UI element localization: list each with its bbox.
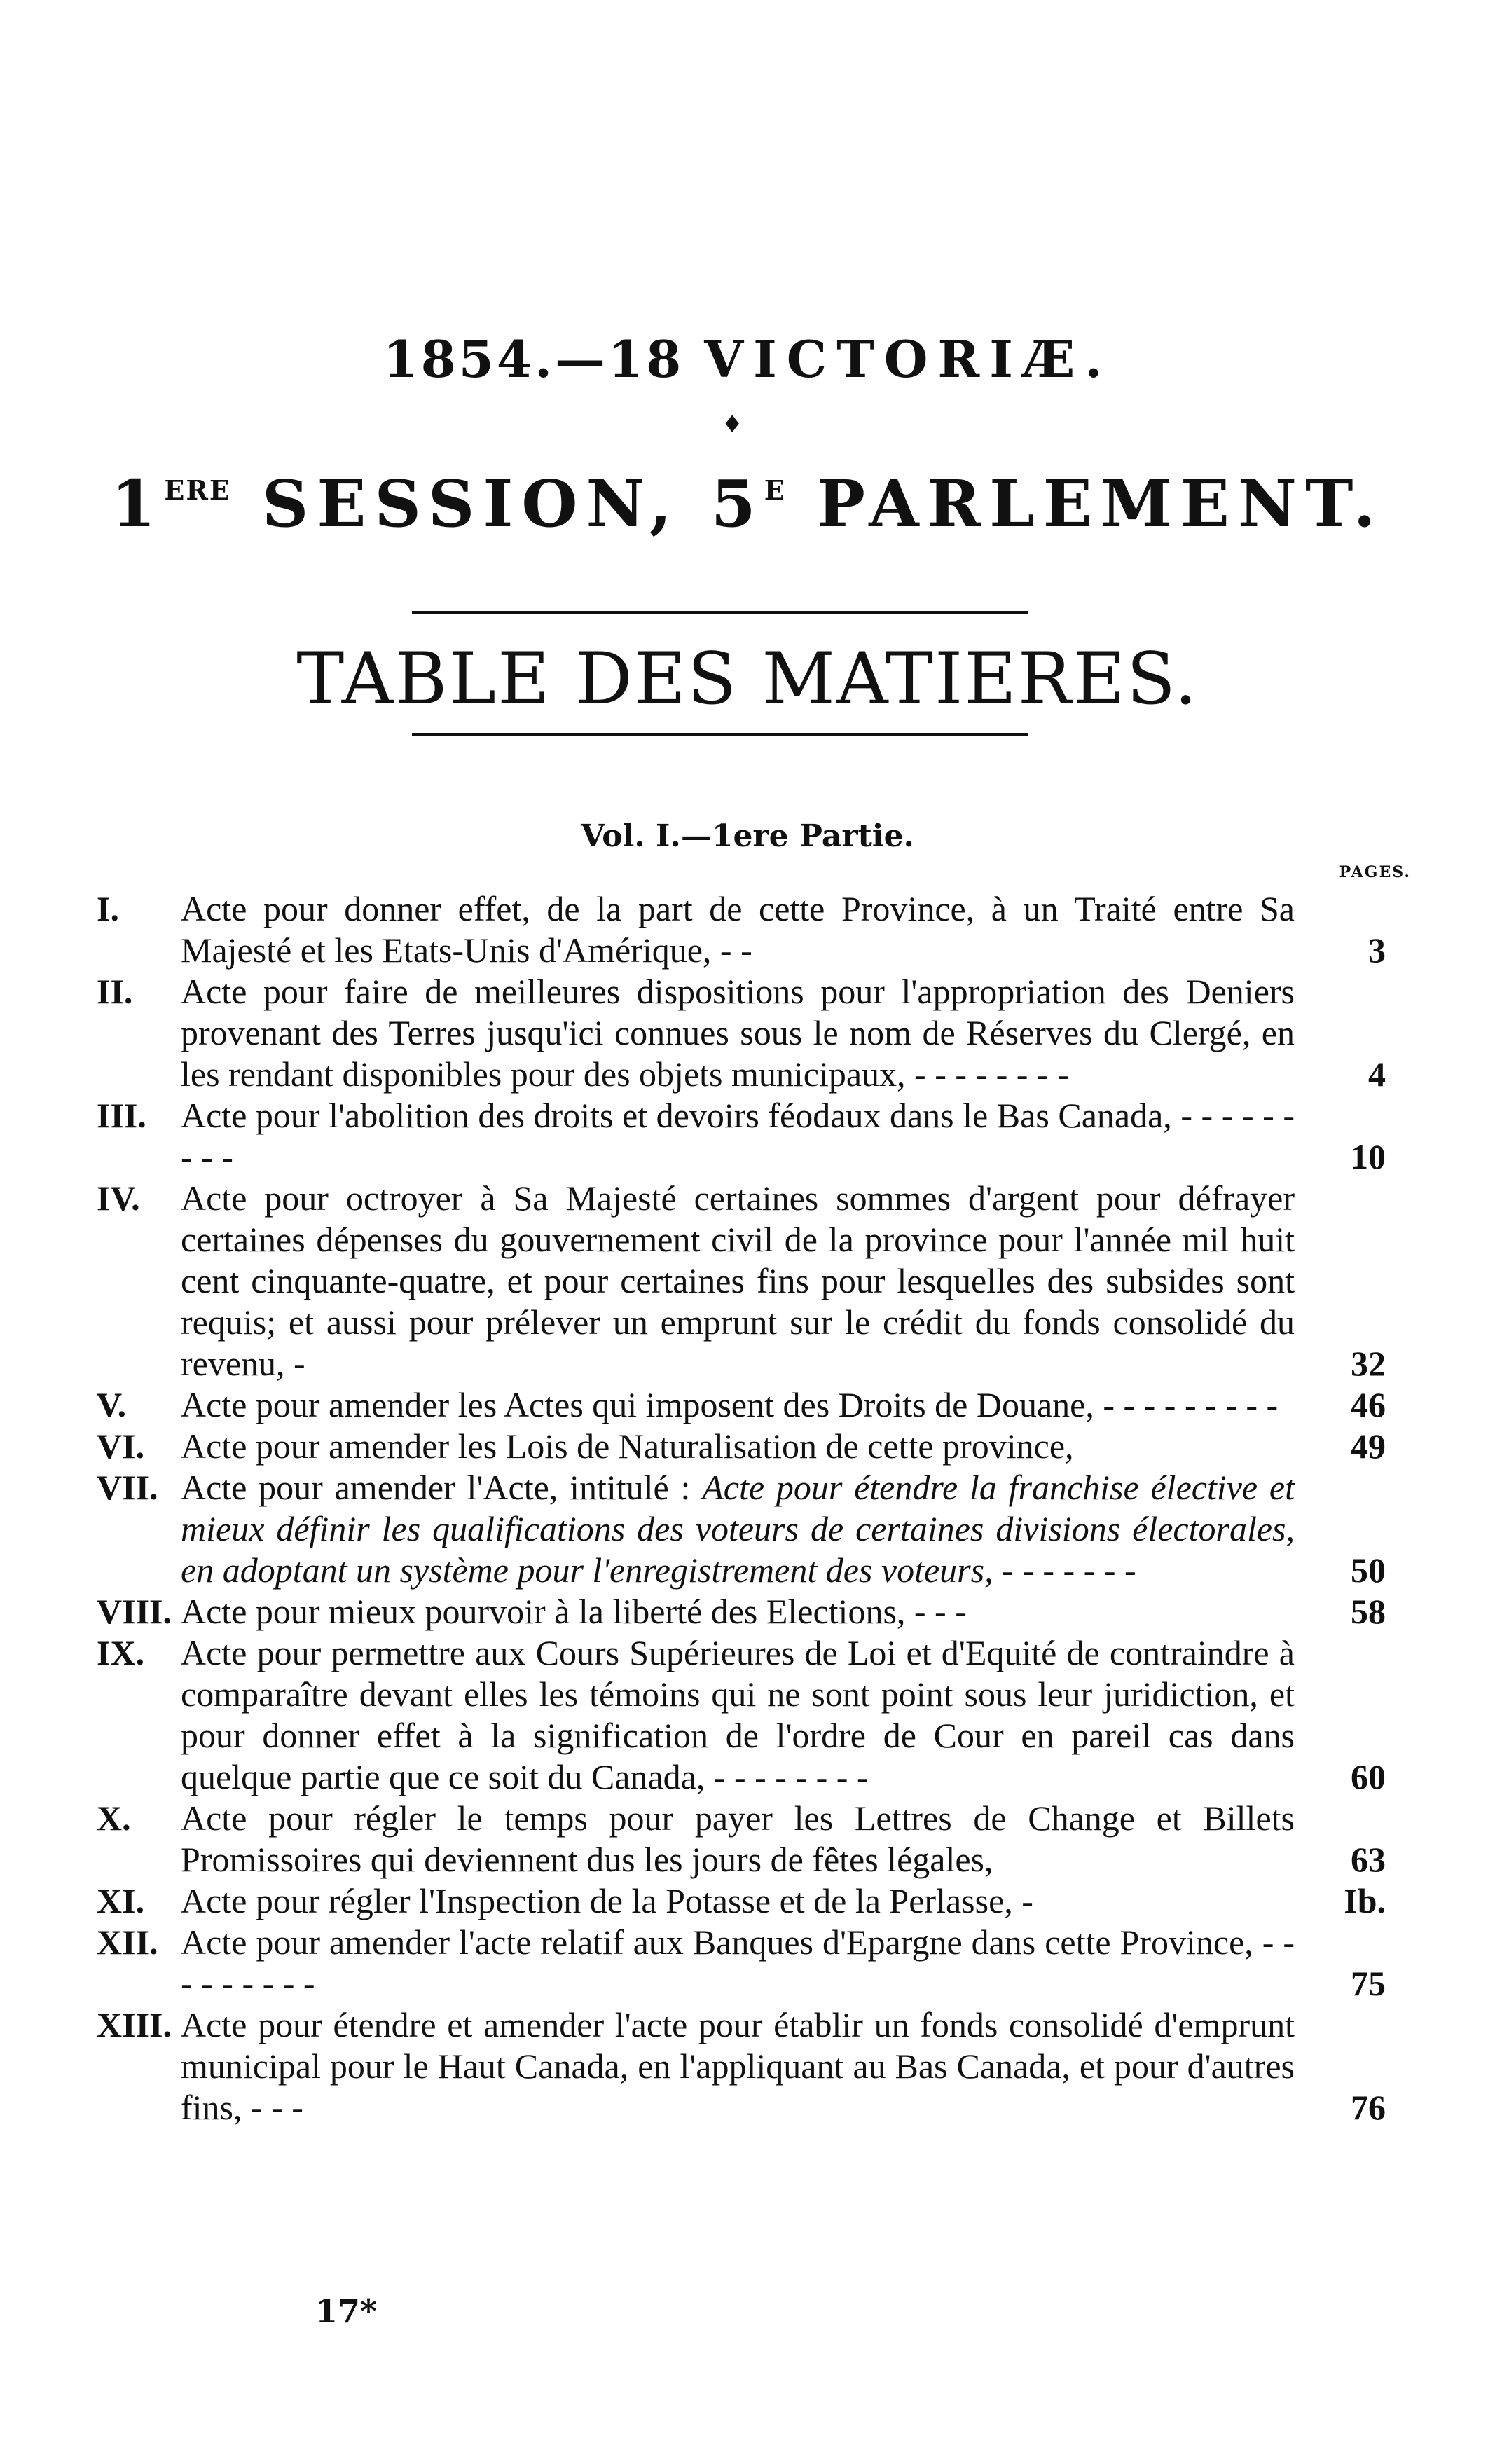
entry-page: 76 xyxy=(1351,2088,1386,2127)
toc-entry-ii xyxy=(97,971,1386,1095)
session-number: 1 xyxy=(111,466,165,542)
toc-entry-v xyxy=(97,1384,1386,1426)
toc-entry-iii xyxy=(97,1095,1386,1178)
leader-dashes: - - - - - - - - - xyxy=(181,1096,1295,1176)
entry-page: 46 xyxy=(1351,1385,1386,1424)
entry-page: 3 xyxy=(1368,930,1386,970)
session-heading xyxy=(0,466,1495,542)
entry-italic-title: Acte pour étendre la franchise élective et mieux définir les qualifications des voteurs de certaines divisions électorales, en adoptant un système pour l'enregistrement des voteurs, xyxy=(181,1468,1295,1590)
entry-page: 63 xyxy=(1351,1840,1386,1879)
leader-dashes: - - - - - - - - xyxy=(705,1757,869,1796)
toc-entry-xiii xyxy=(97,2004,1386,2128)
entry-number: XII. xyxy=(97,1922,158,1962)
toc-entry-ix xyxy=(97,1632,1386,1798)
entry-text: Acte pour amender l'acte relatif aux Banques d'Epargne dans cette Province, xyxy=(181,1922,1253,1962)
page-title: TABLE DES MATIERES. xyxy=(296,638,1199,721)
toc-entry-vii xyxy=(97,1467,1386,1591)
leader-dashes: - xyxy=(1012,1881,1033,1920)
toc-entry-vi xyxy=(97,1426,1386,1467)
toc-entry-i xyxy=(97,888,1386,971)
entry-number: V. xyxy=(97,1385,127,1424)
leader-dashes: - - - - - - - - xyxy=(905,1054,1069,1094)
entry-number: VI. xyxy=(97,1426,145,1466)
entry-text: Acte pour octroyer à Sa Majesté certaines sommes d'argent pour défrayer certaines dépenses du gouvernement civil de la province pour l'année mil huit cent cinquante-quatre, et pour certaines fins pour lesquelles des subsides sont requis; et aussi pour prélever un emprunt sur le crédit du fonds consolidé du revenu, xyxy=(181,1178,1295,1383)
title-rule-top xyxy=(412,611,1028,614)
entry-text: Acte pour faire de meilleures dispositions pour l'appropriation des Deniers provenant des Terres jusqu'ici connues sous le nom de Réserves du Clergé, en les rendant disponibles pour des objets municipaux, xyxy=(181,972,1295,1094)
reign-heading xyxy=(0,329,1495,389)
entry-text: Acte pour l'abolition des droits et devoirs féodaux dans le Bas Canada, xyxy=(181,1096,1172,1135)
entry-page: 60 xyxy=(1351,1757,1386,1796)
toc-entry-viii xyxy=(97,1591,1386,1632)
entry-page: Ib. xyxy=(1344,1881,1386,1920)
entry-text: Acte pour étendre et amender l'acte pour établir un fonds consolidé d'emprunt municipal pour le Haut Canada, en l'appliquant au Bas Canada, et pour d'autres fins, xyxy=(181,2005,1295,2127)
parliament-word: PARLEMENT. xyxy=(785,466,1384,542)
leader-dashes: - - - - - - - - - xyxy=(181,1922,1295,2003)
entry-number: XIII. xyxy=(97,2005,172,2044)
entry-text: Acte pour régler l'Inspection de la Potasse et de la Perlasse, xyxy=(181,1881,1013,1920)
session-superscript: ERE xyxy=(164,474,231,506)
pages-column-label: PAGES. xyxy=(1339,863,1411,881)
entry-text: Acte pour régler le temps pour payer les Lettres de Change et Billets Promissoires qui deviennent dus les jours de fêtes légales, xyxy=(181,1798,1295,1879)
entry-number: IX. xyxy=(97,1633,145,1672)
toc-entry-xi xyxy=(97,1880,1386,1922)
toc-entry-x xyxy=(97,1798,1386,1880)
entry-text: Acte pour amender l'Acte, intitulé : xyxy=(181,1468,703,1507)
entry-number: I. xyxy=(97,889,119,928)
leader-dashes: - - - xyxy=(242,2088,303,2127)
parliament-superscript: E xyxy=(764,474,786,506)
leader-dashes: - - - xyxy=(905,1592,967,1631)
entry-number: IV. xyxy=(97,1178,140,1218)
entry-number: VIII. xyxy=(97,1592,172,1631)
entry-text: Acte pour mieux pourvoir à la liberté des Elections, xyxy=(181,1592,906,1631)
entry-page: 10 xyxy=(1351,1137,1386,1176)
volume-heading: Vol. I.—1ere Partie. xyxy=(581,818,914,854)
toc-entry-iv xyxy=(97,1178,1386,1384)
entry-text: Acte pour permettre aux Cours Supérieures de Loi et d'Equité de contraindre à comparaître devant elles les témoins qui ne sont point sous leur juridiction, et pour donner effet à la signification de l'ordre de Cour en pareil cas dans quelque partie que ce soit du Canada, xyxy=(181,1633,1295,1796)
entry-text: Acte pour amender les Lois de Naturalisation de cette province, xyxy=(181,1426,1074,1466)
entry-page: 58 xyxy=(1351,1592,1386,1631)
entry-number: VII. xyxy=(97,1468,158,1507)
ornament-icon: ♦ xyxy=(722,411,743,439)
entry-number: X. xyxy=(97,1798,131,1838)
entry-page: 32 xyxy=(1351,1344,1386,1383)
leader-dashes: - xyxy=(284,1344,305,1383)
leader-dashes: - - - - - - - xyxy=(993,1550,1136,1590)
title-rule-bottom xyxy=(412,733,1028,736)
session-word: SESSION, 5 xyxy=(230,466,764,542)
entry-text: Acte pour amender les Actes qui imposent des Droits de Douane, xyxy=(181,1385,1094,1424)
toc-entry-xii xyxy=(97,1922,1386,2004)
entry-page: 50 xyxy=(1351,1550,1386,1590)
reign-year: 1854.—18 xyxy=(383,329,705,389)
table-of-contents xyxy=(97,888,1386,2128)
entry-page: 4 xyxy=(1368,1054,1386,1094)
entry-page: 49 xyxy=(1351,1426,1386,1466)
signature-mark: 17* xyxy=(315,2292,378,2330)
leader-dashes: - - xyxy=(711,930,752,970)
entry-page: 75 xyxy=(1351,1964,1386,2003)
entry-text: Acte pour donner effet, de la part de cette Province, à un Traité entre Sa Majesté et les Etats-Unis d'Amérique, xyxy=(181,889,1295,970)
entry-number: II. xyxy=(97,972,133,1011)
leader-dashes: - - - - - - - - - xyxy=(1094,1385,1279,1424)
reign-name: VICTORIÆ. xyxy=(704,329,1112,389)
entry-number: XI. xyxy=(97,1881,145,1920)
entry-number: III. xyxy=(97,1096,146,1135)
